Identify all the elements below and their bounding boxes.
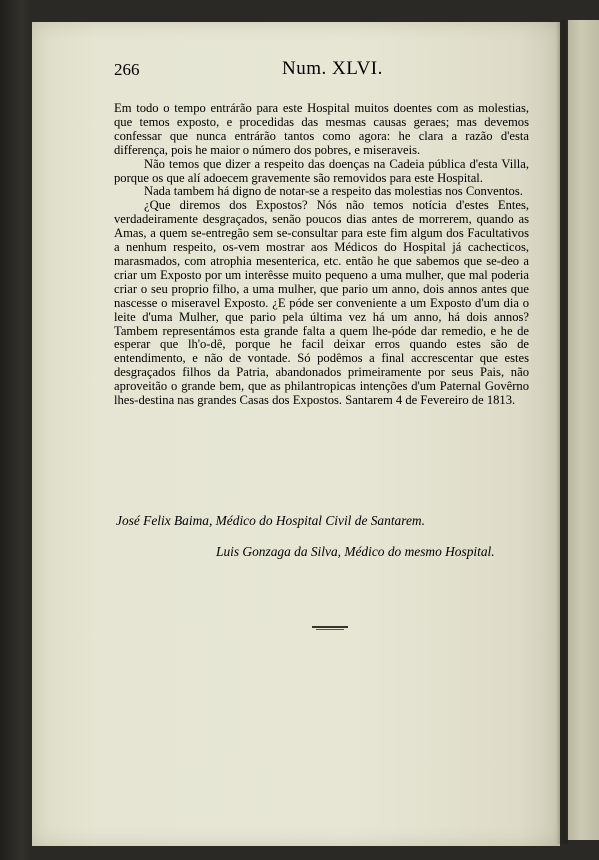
ornament-bar	[316, 629, 344, 630]
signature-baima: José Felix Baima, Médico do Hospital Civil de Santarem.	[116, 513, 425, 528]
signature-silva: Luis Gonzaga da Silva, Médico do mesmo Hospital.	[216, 544, 495, 559]
page-number: 266	[114, 60, 140, 79]
paragraph: Nada tambem há digno de notar-se a respeito das molestias nos Conventos.	[144, 184, 523, 199]
paragraph: ¿Que diremos dos Expostos? Nós não temos notícia d'estes Entes, verdadeiramente desgraçados, senão poucos dias antes de morrerem, quando as Amas, a quem se-entregão sem se-consultar para este fim algum dos Facultativos a nenhum respeito, os-vem mostrar aos Médicos do Hospital já cachecticos, marasmados, com atrophia mesenterica, etc. então he que sabemos que se-deo a criar um Exposto por um interêsse muito pequeno a uma mulher, que mal poderia criar o seu proprio filho, a uma mulher, que pario um anno, dois annos antes que nascesse o miseravel Exposto. ¿E póde ser conveniente a um Exposto d'um dia o leite d'uma Mulher, que pario pela última vez há um anno, há dois annos? Tambem representámos esta grande falta a quem lhe-póde dar remedio, e he de esperar que lh'o-dê, porque he facil deixar erros quando estes são de entendimento, e não de vontade. Só podêmos a final accrescentar que estes desgraçados filhos da Patria, abandonados primeiramente por seus Pais, não aproveitão o grande bem, que as philantropicas intenções d'um Paternal Govêrno lhes-destina nas grandes Casas dos Expostos. Santarem 4 de Fevereiro de 1813.	[114, 198, 529, 408]
running-title: Num. XLVI.	[282, 58, 383, 79]
gutter-shadow	[556, 20, 568, 844]
page-header	[114, 56, 494, 86]
ornamental-rule	[312, 626, 348, 632]
facing-page-edge	[566, 20, 599, 840]
ornament-bar	[312, 626, 348, 628]
body-text	[114, 102, 529, 408]
paragraph: Não temos que dizer a respeito das doenças na Cadeia pública d'esta Villa, porque os que alí adoecem gravemente são removidos para este Hospital.	[114, 156, 529, 185]
paragraph: Em todo o tempo entrárão para este Hospital muitos doentes com as molestias, que temos exposto, e procedidas das mesmas causas geraes; mas devemos confessar que nunca entrárão tantos como agora: he clara a razão d'esta differença, pois he maior o número dos pobres, e miseraveis.	[114, 101, 529, 157]
